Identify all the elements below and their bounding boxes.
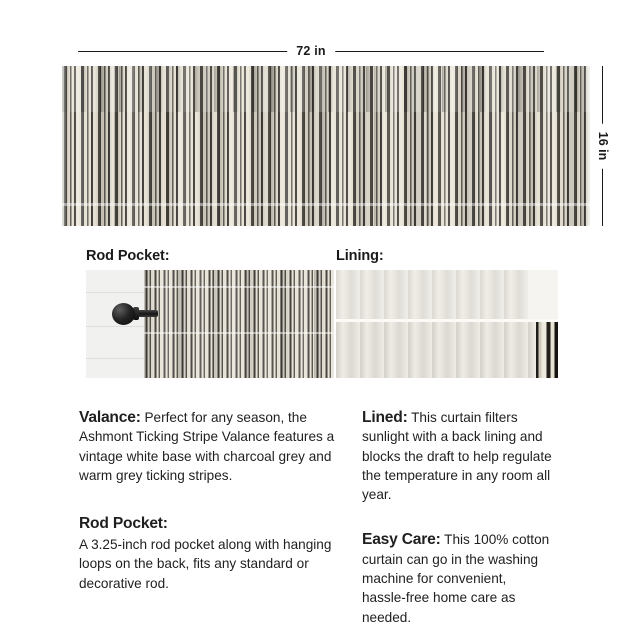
feature-lined-text <box>362 408 552 504</box>
width-dimension-label: 72 in <box>287 42 335 60</box>
gathered-header <box>62 66 590 112</box>
height-dimension-label: 16 in <box>595 124 611 169</box>
feature-valance <box>79 408 335 485</box>
lining-detail <box>336 248 558 378</box>
plank-line <box>86 358 144 359</box>
left-edge-highlight <box>62 66 67 226</box>
shiplap-wall <box>86 270 144 378</box>
feature-easy-care-heading: Easy Care: <box>362 531 441 549</box>
lining-lower-panel <box>336 322 558 378</box>
feature-lined <box>362 408 552 504</box>
feature-rod-pocket-heading: Rod Pocket: <box>79 515 168 533</box>
rod-pocket-caption: Rod Pocket: <box>86 248 170 264</box>
plank-line <box>86 292 144 293</box>
ball-finial-icon <box>112 303 135 325</box>
feature-easy-care <box>362 530 552 626</box>
right-edge-highlight <box>585 66 590 226</box>
top-edge-wave <box>62 66 590 72</box>
lining-upper-panel <box>336 270 558 320</box>
feature-valance-heading: Valance: <box>79 409 141 426</box>
height-dimension <box>594 66 612 226</box>
lining-striped-edge <box>536 322 558 378</box>
lining-closeup-photo <box>336 270 558 378</box>
feature-lined-body: This curtain filters sunlight with a back lining and blocks the draft to help regulate the temperature in any room all year. <box>362 410 552 503</box>
feature-rod-pocket-text <box>79 513 335 593</box>
feature-rod-pocket <box>79 513 335 593</box>
rod-pocket-seam <box>144 332 334 334</box>
feature-valance-text <box>79 408 335 485</box>
rod-pocket-closeup-photo <box>86 270 334 378</box>
rod-pocket-seam <box>144 286 334 288</box>
lining-plain-corner <box>528 270 558 322</box>
rod-pocket-detail <box>86 248 334 378</box>
feature-easy-care-body: This 100% cotton curtain can go in the washing machine for convenient, hassle-free home care as needed. <box>362 532 550 625</box>
feature-valance-body: Perfect for any season, the Ashmont Ticking Stripe Valance features a vintage white base with charcoal grey and warm grey ticking stripes. <box>79 410 335 483</box>
feature-lined-heading: Lined: <box>362 409 408 426</box>
valance-product-photo <box>62 66 590 226</box>
feature-column-right <box>362 408 552 627</box>
feature-rod-pocket-body: A 3.25-inch rod pocket along with hanging loops on the back, fits any standard or decorative rod. <box>79 537 332 591</box>
width-dimension <box>78 42 544 60</box>
lining-caption: Lining: <box>336 248 384 264</box>
scalloped-hem <box>62 206 590 226</box>
feature-easy-care-text <box>362 530 552 626</box>
plank-line <box>86 326 144 327</box>
feature-column-left <box>79 408 335 593</box>
